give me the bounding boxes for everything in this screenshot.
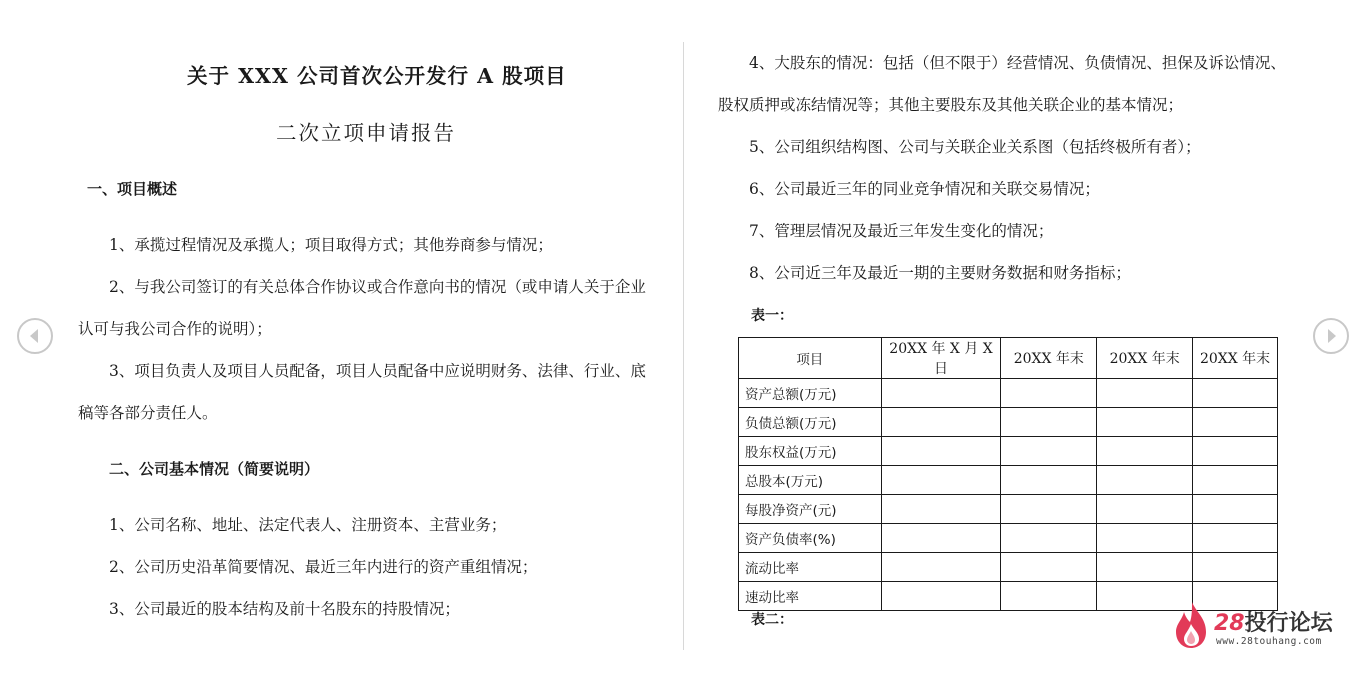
table-cell — [1097, 437, 1193, 466]
table-cell — [1001, 437, 1097, 466]
row-label: 每股净资产(元) — [739, 495, 882, 524]
logo-wordmark — [1214, 606, 1333, 637]
table-cell — [881, 524, 1001, 553]
table-header-cell: 项目 — [739, 338, 882, 379]
table2-label: 表二： — [751, 612, 793, 628]
table-cell — [1001, 582, 1097, 611]
row-label: 资产总额(万元) — [739, 379, 882, 408]
table-cell — [1097, 379, 1193, 408]
row-label: 总股本(万元) — [739, 466, 882, 495]
flame-icon — [1172, 600, 1212, 650]
document-title-line1: 关于 XXX 公司首次公开发行 A 股项目 — [187, 64, 567, 88]
logo-number: 28 — [1214, 611, 1245, 636]
site-logo — [1172, 600, 1342, 650]
table-header-cell: 20XX 年末 — [1001, 338, 1097, 379]
item4-line1: 4、大股东的情况：包括（但不限于）经营情况、负债情况、担保及诉讼情况、 — [749, 54, 1286, 72]
table-cell — [1001, 524, 1097, 553]
s1-item3-line1: 3、项目负责人及项目人员配备，项目人员配备中应说明财务、法律、行业、底 — [109, 362, 646, 380]
item6: 6、公司最近三年的同业竞争情况和关联交易情况； — [749, 180, 1100, 198]
table-cell — [1193, 495, 1278, 524]
s2-item2: 2、公司历史沿革简要情况、最近三年内进行的资产重组情况； — [109, 558, 538, 576]
s2-item1: 1、公司名称、地址、法定代表人、注册资本、主营业务； — [109, 516, 507, 534]
financial-table — [738, 337, 1278, 611]
table-header-cell: 20XX 年 X 月 X 日 — [881, 338, 1001, 379]
s1-item2-line1: 2、与我公司签订的有关总体合作协议或合作意向书的情况（或申请人关于企业 — [109, 278, 646, 296]
table-cell — [1193, 437, 1278, 466]
document-title-line2: 二次立项申请报告 — [276, 121, 456, 145]
row-label: 负债总额(万元) — [739, 408, 882, 437]
section1-heading: 一、项目概述 — [87, 180, 178, 198]
item5: 5、公司组织结构图、公司与关联企业关系图（包括终极所有者）； — [749, 138, 1201, 156]
table-header-cell: 20XX 年末 — [1097, 338, 1193, 379]
table-row — [739, 524, 1278, 553]
table-cell — [1001, 379, 1097, 408]
s1-item1: 1、承揽过程情况及承揽人；项目取得方式；其他券商参与情况； — [109, 236, 553, 254]
table-row — [739, 379, 1278, 408]
page-divider — [683, 42, 684, 650]
table-cell — [1001, 495, 1097, 524]
table-cell — [1097, 466, 1193, 495]
table-cell — [1097, 408, 1193, 437]
table-cell — [881, 379, 1001, 408]
table-cell — [881, 495, 1001, 524]
logo-url: www.28touhang.com — [1216, 636, 1322, 647]
table-row — [739, 466, 1278, 495]
table-cell — [1193, 553, 1278, 582]
table-cell — [1193, 379, 1278, 408]
table-cell — [1193, 408, 1278, 437]
prev-page-button[interactable] — [17, 318, 53, 354]
table-cell — [881, 408, 1001, 437]
table-cell — [881, 466, 1001, 495]
chevron-right-icon — [1315, 320, 1347, 352]
next-page-button[interactable] — [1313, 318, 1349, 354]
table-row — [739, 495, 1278, 524]
table-header-row — [739, 338, 1278, 379]
table-cell — [1193, 524, 1278, 553]
table-cell — [881, 553, 1001, 582]
item7: 7、管理层情况及最近三年发生变化的情况； — [749, 222, 1054, 240]
s1-item2-line2: 认可与我公司合作的说明）； — [78, 320, 272, 338]
chevron-left-icon — [19, 320, 51, 352]
table-cell — [1193, 466, 1278, 495]
table-cell — [881, 582, 1001, 611]
table-cell — [1001, 553, 1097, 582]
table-header-cell: 20XX 年末 — [1193, 338, 1278, 379]
table-cell — [1001, 408, 1097, 437]
s1-item3-line2: 稿等各部分责任人。 — [78, 404, 218, 422]
s2-item3: 3、公司最近的股本结构及前十名股东的持股情况； — [109, 600, 460, 618]
logo-name: 投行论坛 — [1244, 611, 1333, 636]
table-cell — [1097, 553, 1193, 582]
row-label: 速动比率 — [739, 582, 882, 611]
table-cell — [1001, 466, 1097, 495]
table-cell — [1097, 495, 1193, 524]
table-cell — [881, 437, 1001, 466]
row-label: 流动比率 — [739, 553, 882, 582]
section2-heading: 二、公司基本情况（简要说明） — [109, 460, 320, 478]
item4-line2: 股权质押或冻结情况等；其他主要股东及其他关联企业的基本情况； — [718, 96, 1184, 114]
table-row — [739, 553, 1278, 582]
row-label: 资产负债率(%) — [739, 524, 882, 553]
item8: 8、公司近三年及最近一期的主要财务数据和财务指标； — [749, 264, 1131, 282]
table-row — [739, 408, 1278, 437]
table-row — [739, 437, 1278, 466]
row-label: 股东权益(万元) — [739, 437, 882, 466]
table1-label: 表一： — [751, 308, 793, 324]
table-cell — [1097, 524, 1193, 553]
